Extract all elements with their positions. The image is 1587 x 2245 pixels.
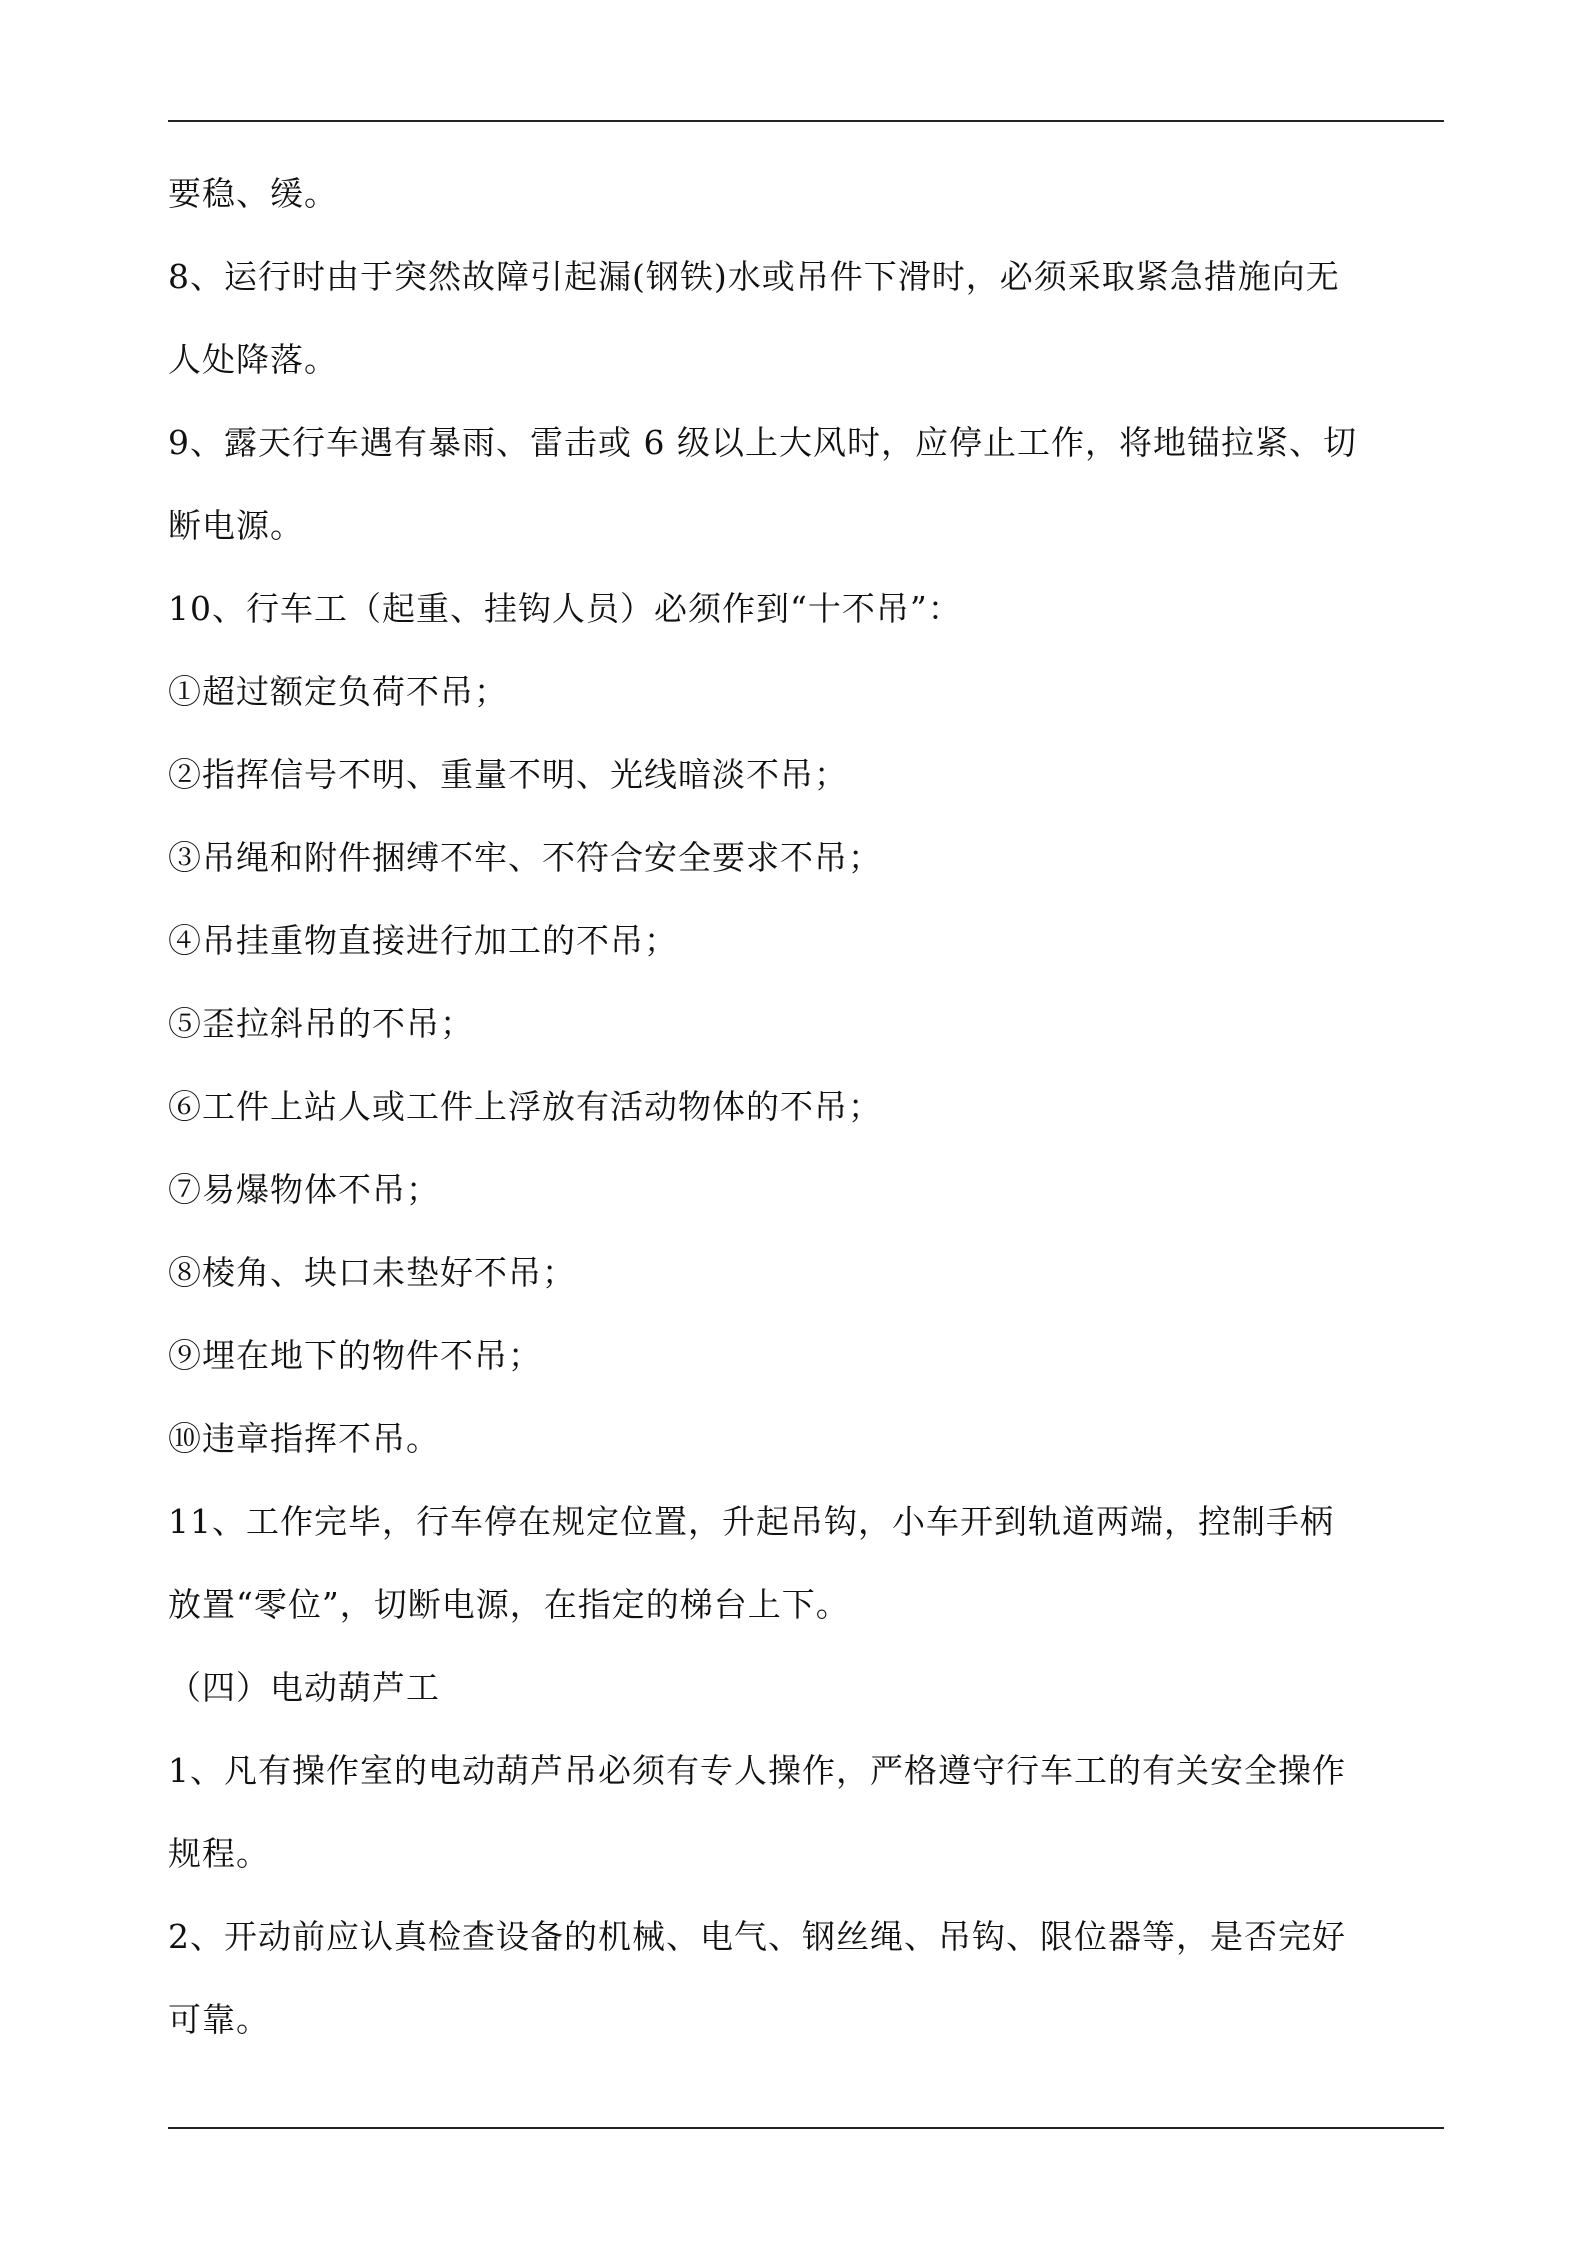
text-line: 11、工作完毕，行车停在规定位置，升起吊钩，小车开到轨道两端，控制手柄	[168, 1502, 1334, 1541]
document-body	[168, 159, 1444, 2068]
list-item: ④吊挂重物直接进行加工的不吊；	[168, 921, 678, 960]
list-item: ⑦易爆物体不吊；	[168, 1170, 440, 1209]
text-line: 10、行车工（起重、挂钩人员）必须作到“十不吊”：	[168, 589, 962, 628]
text-line: 9、露天行车遇有暴雨、雷击或 6 级以上大风时，应停止工作，将地锚拉紧、切	[168, 423, 1357, 462]
text-line: 要稳、缓。	[168, 174, 338, 213]
text-line: 断电源。	[168, 506, 304, 545]
text-line: 放置“零位”，切断电源，在指定的梯台上下。	[168, 1585, 850, 1624]
text-line: 2、开动前应认真检查设备的机械、电气、钢丝绳、吊钩、限位器等，是否完好	[168, 1917, 1346, 1956]
text-line: 人处降落。	[168, 340, 338, 379]
list-item: ②指挥信号不明、重量不明、光线暗淡不吊；	[168, 755, 848, 794]
list-item: ③吊绳和附件捆缚不牢、不符合安全要求不吊；	[168, 838, 882, 877]
header-rule	[168, 120, 1444, 122]
list-item: ①超过额定负荷不吊；	[168, 672, 508, 711]
text-line: 8、运行时由于突然故障引起漏(钢铁)水或吊件下滑时，必须采取紧急措施向无	[168, 257, 1340, 296]
list-item: ⑩违章指挥不吊。	[168, 1419, 440, 1458]
list-item: ⑨埋在地下的物件不吊；	[168, 1336, 542, 1375]
text-line: 1、凡有操作室的电动葫芦吊必须有专人操作，严格遵守行车工的有关安全操作	[168, 1751, 1346, 1790]
list-item: ⑧棱角、块口未垫好不吊；	[168, 1253, 576, 1292]
text-line: 可靠。	[168, 2000, 270, 2039]
text-line: 规程。	[168, 1834, 270, 1873]
section-heading: （四）电动葫芦工	[168, 1668, 440, 1707]
list-item: ⑥工件上站人或工件上浮放有活动物体的不吊；	[168, 1087, 882, 1126]
list-item: ⑤歪拉斜吊的不吊；	[168, 1004, 474, 1043]
footer-rule	[168, 2127, 1444, 2129]
